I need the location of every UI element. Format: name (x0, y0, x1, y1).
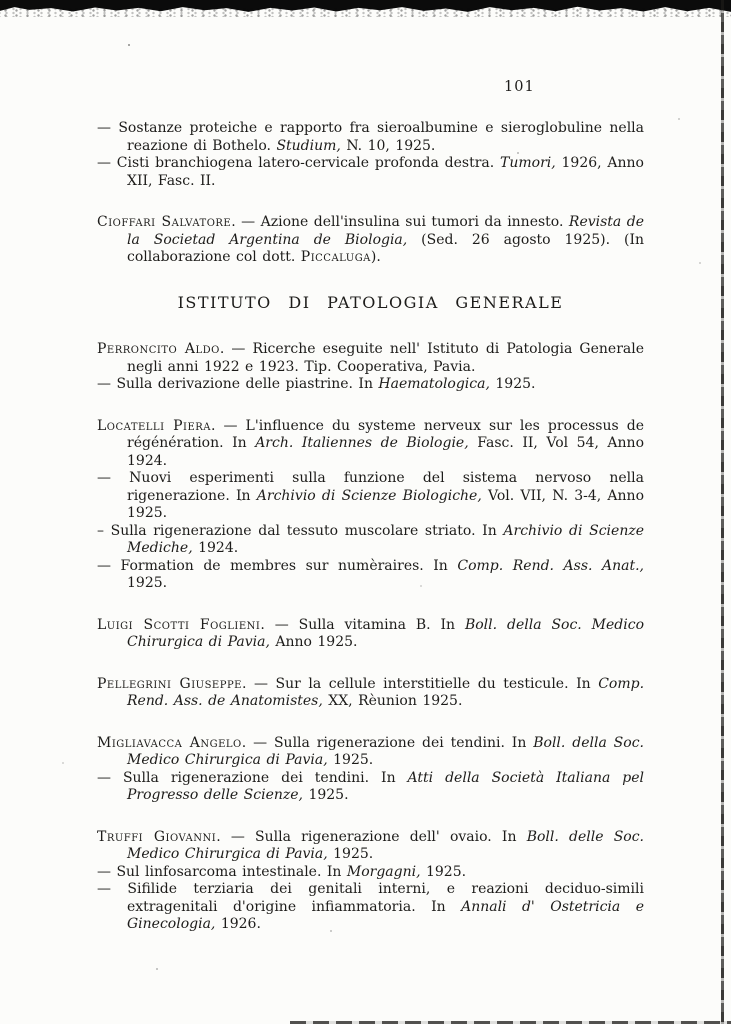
journal-title: Studium, (276, 137, 341, 154)
entry-group (97, 418, 644, 593)
entry-text: — Sostanze proteiche e rapporto fra sieroalbumine e sieroglobuline nella reazione di Bothelo. (97, 120, 644, 154)
bibliography (97, 120, 644, 958)
journal-title: Comp. Rend. Ass. de Anatomistes, (127, 675, 645, 709)
entry-text: 1925. (327, 846, 374, 862)
bibliography-entry (97, 735, 644, 770)
entry-text: — Nuovi esperimenti sulla funzione del sistema nervoso nella rigenerazione. In (97, 470, 644, 504)
entry-text: 1925. (303, 787, 349, 803)
journal-title: Haematologica, (378, 376, 490, 392)
journal-title: Tumori, (500, 155, 556, 171)
entry-text: Vol. VII, N. 3-4, Anno 1925. (127, 487, 645, 521)
bibliography-entry (97, 155, 644, 190)
page-right-scan-edge (721, 0, 724, 1024)
author-name: Pellegrini Giuseppe (97, 675, 242, 692)
entry-text: N. 10, 1925. (340, 137, 436, 154)
entry-text: (Sed. 26 agosto 1925). (In collaborazione col dott. (127, 231, 644, 265)
journal-title: Archivio di Scienze Biologiche, (256, 487, 482, 504)
author-name: Luigi Scotti Foglieni (97, 616, 261, 633)
bibliography-entry (97, 770, 644, 805)
journal-title: Annali d' Ostetricia e Ginecologia, (127, 898, 644, 932)
author-name: Truffi Giovanni (97, 828, 217, 845)
entry-group (97, 617, 644, 652)
journal-title: Atti della Società Italiana pel Progresso delle Scienze, (127, 769, 644, 803)
journal-title: Revista de la Societad Argentina de Biologia, (127, 214, 644, 248)
bibliography-entry (97, 214, 644, 267)
journal-title: Morgagni, (346, 863, 421, 880)
bibliography-entry (97, 120, 644, 155)
bibliography-entry (97, 418, 644, 471)
entry-text: XX, Rèunion 1925. (322, 693, 463, 709)
bibliography-entry (97, 558, 644, 593)
entry-group (97, 829, 644, 934)
section-heading: ISTITUTO DI PATOLOGIA GENERALE (177, 292, 564, 312)
bibliography-entry (97, 881, 644, 934)
author-name: Piccaluga (300, 249, 371, 265)
entry-text: . — Sur la cellule interstitielle du testicule. In (242, 675, 599, 692)
entry-text: Fasc. II, Vol 54, Anno 1924. (127, 435, 645, 469)
entry-text: . — L'influence du systeme nerveux sur les processus de régénération. In (127, 417, 644, 451)
entry-text: — Formation de membres sur numèraires. In (97, 557, 458, 574)
author-name: Cioffari Salvatore (97, 214, 232, 230)
entry-text: 1925. (489, 376, 536, 392)
bibliography-entry (97, 829, 644, 864)
journal-title: Boll. delle Soc. Medico Chirurgica di Pavia, (127, 828, 645, 862)
entry-text: . — Sulla vitamina B. In (260, 616, 465, 633)
entry-text: . — Sulla rigenerazione dell' ovaio. In (216, 828, 527, 845)
author-name: Perroncito Aldo (97, 341, 220, 357)
journal-title: Arch. Italiennes de Biologie, (255, 435, 469, 451)
bibliography-entry (97, 523, 644, 558)
entry-text: 1925. (420, 863, 467, 880)
entry-text: — Sul linfosarcoma intestinale. In (97, 863, 347, 880)
entry-text: 1925. (327, 752, 374, 768)
entry-text: 1924. (192, 540, 239, 556)
bibliography-entry (97, 864, 644, 882)
bibliography-entry (97, 341, 644, 376)
entry-text: . — Sulla rigenerazione dei tendini. In (241, 734, 534, 751)
journal-title: Boll. della Soc. Medico Chirurgica di Pavia, (127, 734, 644, 768)
page-number: 101 (504, 79, 535, 95)
entry-text: – Sulla rigenerazione dal tessuto muscolare striato. In (97, 522, 504, 539)
entry-group (97, 341, 644, 394)
bibliography-entry (97, 617, 644, 652)
scan-noise-strip (0, 8, 731, 17)
entry-text: — Sifilide terziaria dei genitali interni, e reazioni deciduo-simili extragenitali d'origine infiammatoria. In (97, 881, 644, 915)
entry-group (97, 676, 644, 711)
journal-title: Archivio di Scienze Mediche, (127, 522, 645, 556)
bibliography-entry (97, 676, 644, 711)
entry-text: 1926. (215, 916, 261, 932)
entry-group (97, 214, 644, 267)
entry-text: Anno 1925. (269, 634, 358, 650)
journal-title: Boll. della Soc. Medico Chirurgica di Pavia, (127, 616, 644, 650)
entry-text: ). (370, 249, 381, 265)
entry-text: — Sulla derivazione delle piastrine. In (97, 376, 379, 392)
entry-text: 1926, Anno XII, Fasc. II. (127, 155, 644, 189)
entry-text: . — Azione dell'insulina sui tumori da innesto. (231, 214, 569, 230)
scan-specks (0, 0, 2, 2)
author-name: Locatelli Piera (97, 417, 211, 434)
entry-text: . — Ricerche eseguite nell' Istituto di Patologia Generale negli anni 1922 e 1923. Tip. Cooperativa, Pavia. (127, 341, 644, 375)
bibliography-entry (97, 470, 644, 523)
entry-text: 1925. (127, 575, 168, 591)
bibliography-entry (97, 376, 644, 394)
author-name: Migliavacca Angelo (97, 734, 242, 751)
entry-text: — Cisti branchiogena latero-cervicale profonda destra. (97, 155, 501, 171)
journal-title: Comp. Rend. Ass. Anat., (457, 557, 644, 574)
entry-group (97, 735, 644, 805)
entry-text: — Sulla rigenerazione dei tendini. In (97, 769, 408, 786)
entry-group (97, 120, 644, 190)
